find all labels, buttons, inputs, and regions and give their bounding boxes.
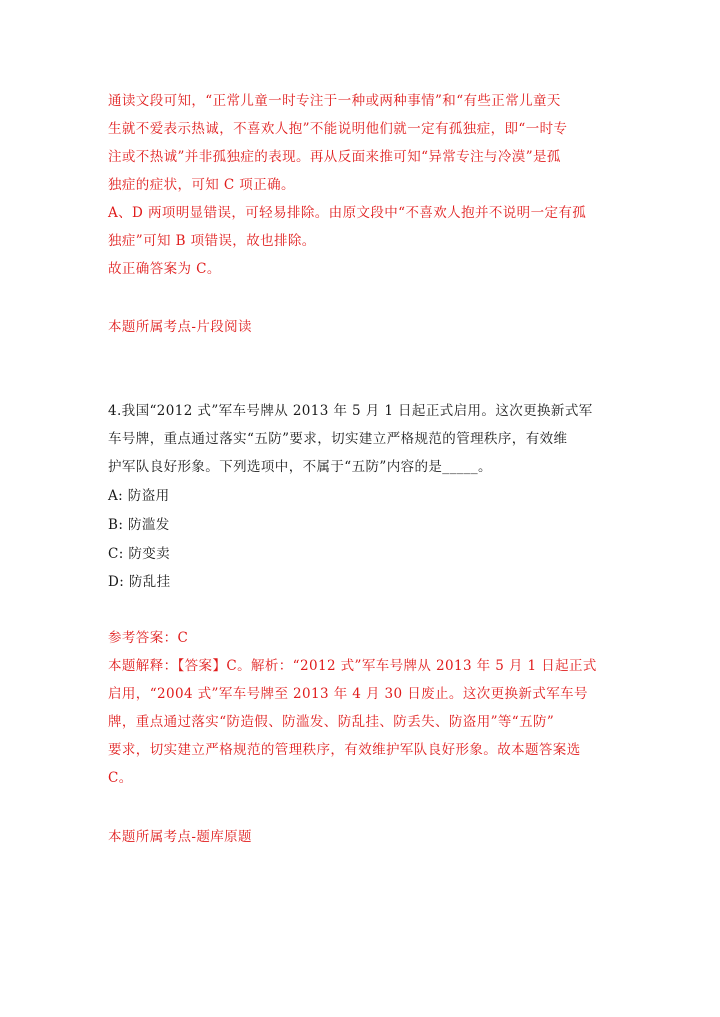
prev-explanation-line-7: 故正确答案为 C。 [108, 261, 221, 277]
answer-explanation-line-5: C。 [108, 770, 133, 786]
option-c: C: 防变卖 [108, 546, 171, 562]
prev-explanation-line-3: 注或不热诚”并非孤独症的表现。再从反面来推可知“异常专注与冷漠”是孤 [108, 149, 561, 165]
answer-explanation-line-3: 牌，重点通过落实“防造假、防滥发、防乱挂、防丢失、防盗用”等“五防” [108, 714, 555, 730]
answer-explanation-line-2: 启用，“2004 式”军车号牌至 2013 年 4 月 30 日废止。这次更换新式军车号 [108, 686, 588, 702]
answer-explanation-line-1: 本题解释：【答案】C。解析：“2012 式”军车号牌从 2013 年 5 月 1 日起正式 [108, 658, 597, 674]
answer-topic: 本题所属考点-题库原题 [108, 829, 252, 845]
prev-explanation-line-5: A、D 两项明显错误，可轻易排除。由原文段中“不喜欢人抱并不说明一定有孤 [108, 205, 587, 221]
prev-explanation-line-6: 独症”可知 B 项错误，故也排除。 [108, 233, 316, 249]
option-b: B: 防滥发 [108, 517, 170, 533]
question-stem-line-2: 车号牌，重点通过落实“五防”要求，切实建立严格规范的管理秩序，有效维 [108, 431, 568, 447]
prev-explanation-line-4: 独症的症状，可知 C 项正确。 [108, 177, 295, 193]
question-stem-line-3: 护军队良好形象。下列选项中，不属于“五防”内容的是_____。 [108, 459, 492, 475]
prev-explanation-line-1: 通读文段可知，“正常儿童一时专注于一种或两种事情”和“有些正常儿童天 [108, 93, 561, 109]
prev-topic: 本题所属考点-片段阅读 [108, 319, 252, 335]
option-d: D: 防乱挂 [108, 574, 171, 590]
question-stem-line-1: 4.我国“2012 式”军车号牌从 2013 年 5 月 1 日起正式启用。这次更换新式军 [108, 403, 593, 419]
answer-explanation-line-4: 要求，切实建立严格规范的管理秩序，有效维护军队良好形象。故本题答案选 [108, 742, 581, 758]
reference-answer: 参考答案：C [108, 630, 189, 646]
option-a: A: 防盗用 [108, 488, 170, 504]
prev-explanation-line-2: 生就不爱表示热诚，不喜欢人抱”不能说明他们就一定有孤独症，即“一时专 [108, 121, 568, 137]
